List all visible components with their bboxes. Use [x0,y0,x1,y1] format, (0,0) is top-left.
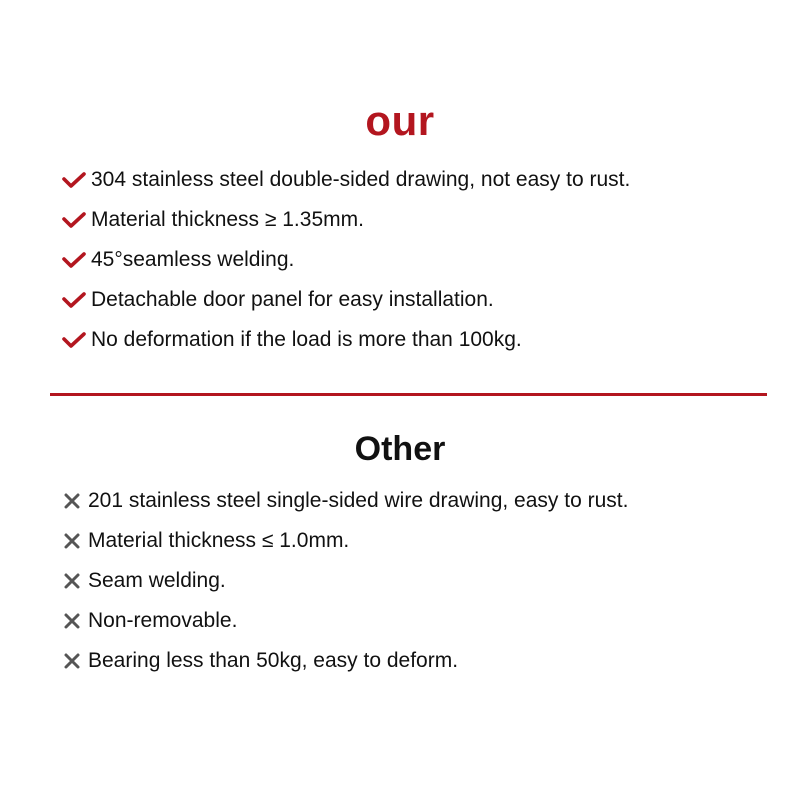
feature-text: 304 stainless steel double-sided drawing, not easy to rust. [91,168,631,191]
section-divider [50,393,767,396]
check-icon [62,240,86,280]
feature-text: No deformation if the load is more than 100kg. [91,328,522,351]
feature-text: 201 stainless steel single-sided wire drawing, easy to rust. [88,489,629,512]
cross-icon [62,481,86,521]
check-icon [62,200,86,240]
feature-text: Non-removable. [88,609,238,632]
check-icon [62,160,86,200]
cross-icon [62,521,86,561]
cross-icon [62,601,86,641]
our-title: our [365,97,435,144]
feature-text: Detachable door panel for easy installation. [91,288,494,311]
feature-text: Seam welding. [88,569,226,592]
other-title: Other [354,430,446,468]
cross-icon [62,641,86,681]
check-icon [62,280,86,320]
feature-text: 45°seamless welding. [91,248,295,271]
feature-text: Bearing less than 50kg, easy to deform. [88,649,459,672]
feature-text: Material thickness ≥ 1.35mm. [91,208,364,231]
feature-text: Material thickness ≤ 1.0mm. [88,529,350,552]
check-icon [62,320,86,360]
cross-icon [62,561,86,601]
